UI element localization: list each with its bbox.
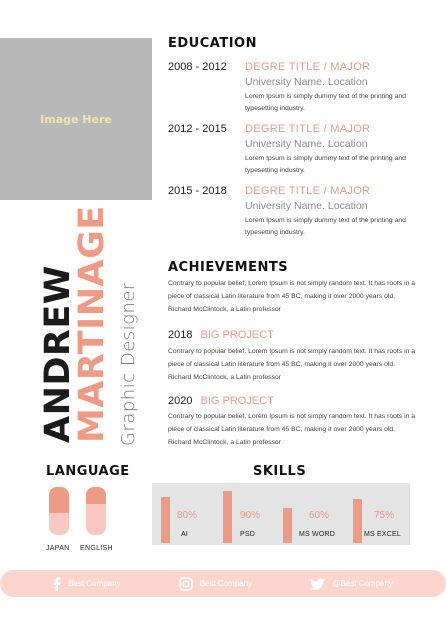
achievement-year: 2020 (168, 395, 193, 407)
skills-panel (152, 483, 410, 545)
footer-social-bar (0, 570, 446, 597)
skill-bar-ms-word (283, 508, 292, 543)
education-degree: DEGRE TITLE / MAJOR (245, 185, 371, 197)
facebook-icon (53, 577, 61, 591)
education-years: 2015 - 2018 (168, 185, 227, 197)
achievement-project: BIG PROJECT (200, 395, 274, 407)
instagram-icon (179, 577, 193, 591)
language-level-fill (49, 487, 69, 513)
skill-name: MS WORD (299, 531, 336, 538)
language-title: LANGUAGE (46, 464, 130, 479)
education-years: 2012 - 2015 (168, 123, 227, 135)
instagram-label: Best Company (199, 579, 253, 588)
language-bar-english (86, 487, 106, 535)
name-block (38, 206, 138, 446)
achievements-intro: Contrary to popular belief, Lorem Ipsum is not simply random text. It has roots in a piece of classical Latin literature from 45 BC, making it over 2000 years old. Richard McClintock, a Latin professor (168, 280, 416, 313)
job-title: Graphic Designer (118, 282, 139, 446)
skill-bar-psd (223, 491, 232, 543)
achievement-year: 2018 (168, 329, 193, 341)
footer-twitter[interactable] (310, 578, 393, 590)
language-bar-japan (49, 487, 69, 535)
last-name: MARTINAGE (72, 205, 112, 443)
education-degree: DEGRE TITLE / MAJOR (245, 61, 371, 73)
twitter-icon (310, 578, 325, 590)
skill-bar-ms-excel (353, 499, 362, 543)
education-item (168, 123, 418, 183)
language-label: JAPAN (46, 545, 70, 552)
education-years: 2008 - 2012 (168, 61, 227, 73)
achievement-description: Contrary to popular belief, Lorem Ipsum is not simply random text. It has roots in a piece of classical Latin literature from 45 BC, making it over 2000 years old. Richard McClintock, a Latin professor (168, 413, 416, 446)
footer-facebook[interactable] (53, 577, 120, 591)
skill-percent: 90% (240, 510, 261, 521)
skill-percent: 75% (374, 510, 395, 521)
skill-name: PSD (240, 531, 255, 538)
education-university: University Name. Location (245, 76, 368, 88)
achievement-project: BIG PROJECT (200, 329, 274, 341)
education-item (168, 185, 418, 245)
achievement-header (168, 329, 274, 341)
education-description: Lorem Ipsum is simply dummy text of the printing and typesetting industry. (245, 155, 406, 174)
education-title: EDUCATION (168, 36, 257, 51)
education-university: University Name. Location (245, 138, 368, 150)
skill-bar-ai (161, 497, 170, 543)
education-description: Lorem Ipsum is simply dummy text of the printing and typesetting industry. (245, 93, 406, 112)
education-university: University Name. Location (245, 200, 368, 212)
twitter-label: @Best Company (332, 579, 393, 588)
education-description: Lorem Ipsum is simply dummy text of the printing and typesetting industry. (245, 217, 406, 236)
profile-photo-placeholder (0, 38, 152, 200)
first-name: ANDREW (38, 265, 78, 443)
achievement-header (168, 395, 274, 407)
language-level-fill (86, 487, 106, 504)
achievement-description: Contrary to popular belief, Lorem Ipsum is not simply random text. It has roots in a piece of classical Latin literature from 45 BC, making it over 2000 years old. Richard McClintock, a Latin professor (168, 348, 416, 381)
skills-title: SKILLS (253, 464, 307, 479)
education-item (168, 61, 418, 121)
skill-percent: 80% (177, 510, 198, 521)
photo-placeholder-text: Image Here (40, 112, 112, 126)
skill-name: AI (181, 531, 189, 538)
language-label: ENGLISH (80, 545, 113, 552)
footer-instagram[interactable] (179, 577, 252, 591)
skill-percent: 60% (309, 510, 330, 521)
achievements-title: ACHIEVEMENTS (168, 260, 289, 275)
skill-name: MS EXCEL (364, 531, 401, 538)
education-degree: DEGRE TITLE / MAJOR (245, 123, 371, 135)
facebook-label: Best Company (68, 579, 121, 588)
